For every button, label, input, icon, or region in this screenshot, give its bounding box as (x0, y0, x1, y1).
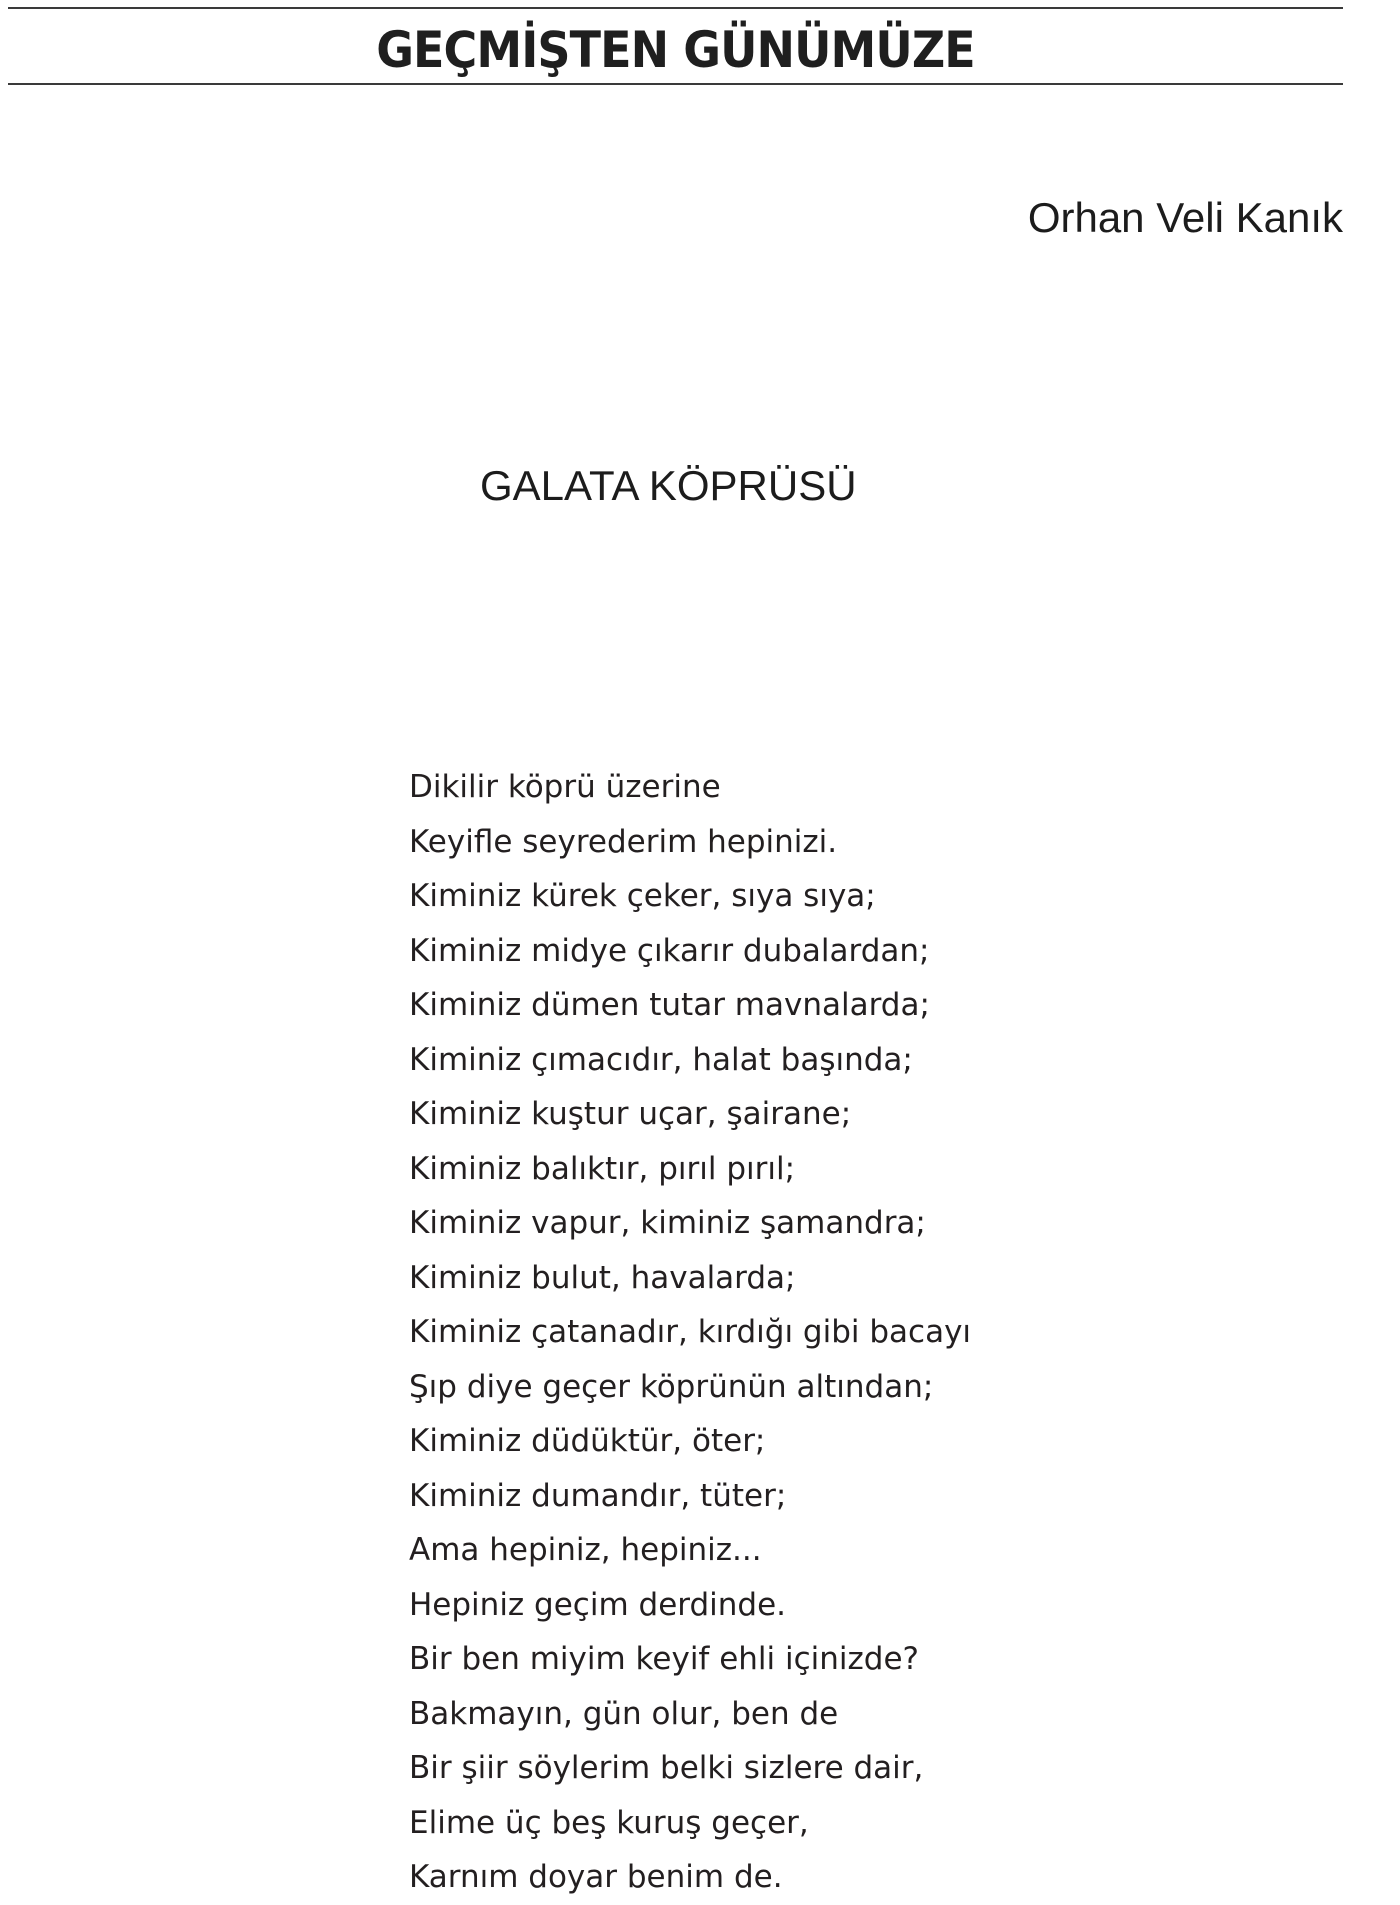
author-name: Orhan Veli Kanık (1027, 194, 1343, 241)
poem-line: Dikilir köprü üzerine (409, 769, 721, 805)
poem-title: GALATA KÖPRÜSÜ (480, 462, 857, 509)
poem-line: Kiminiz kürek çeker, sıya sıya; (409, 878, 876, 914)
poem-line: Kiminiz dümen tutar mavnalarda; (409, 987, 930, 1023)
poem-line: Kiminiz bulut, havalarda; (409, 1259, 796, 1296)
poem-line: Kiminiz midye çıkarır dubalardan; (409, 932, 930, 969)
poem-line: Kiminiz çatanadır, kırdığı gibi bacayı (409, 1314, 972, 1350)
poem-line: Ama hepiniz, hepiniz... (409, 1532, 762, 1568)
poem-line: Kiminiz balıktır, pırıl pırıl; (409, 1150, 796, 1187)
poem-body (409, 760, 971, 1905)
poem-line: Bir ben miyim keyif ehli içinizde? (409, 1641, 920, 1677)
header-top-rule (8, 7, 1343, 9)
poem-line: Kiminiz çımacıdır, halat başında; (409, 1041, 913, 1078)
header-bottom-rule (8, 83, 1343, 85)
poem-line: Bir şiir söylerim belki sizlere dair, (409, 1750, 924, 1786)
poem-line: Kiminiz düdüktür, öter; (409, 1423, 766, 1459)
poem-line: Bakmayın, gün olur, ben de (409, 1695, 839, 1732)
poem-line: Elime üç beş kuruş geçer, (409, 1804, 809, 1841)
poem-line: Kiminiz kuştur uçar, şairane; (409, 1096, 852, 1132)
poem-line: Keyifle seyrederim hepinizi. (409, 823, 838, 860)
poem-line: Hepiniz geçim derdinde. (409, 1586, 787, 1623)
poem-line: Şıp diye geçer köprünün altından; (409, 1368, 934, 1405)
poem-line: Kiminiz vapur, kiminiz şamandra; (409, 1205, 926, 1241)
section-title: GEÇMİŞTEN GÜNÜMÜZE (376, 21, 975, 79)
poem-line: Karnım doyar benim de. (409, 1859, 783, 1895)
poem-line: Kiminiz dumandır, tüter; (409, 1477, 787, 1514)
